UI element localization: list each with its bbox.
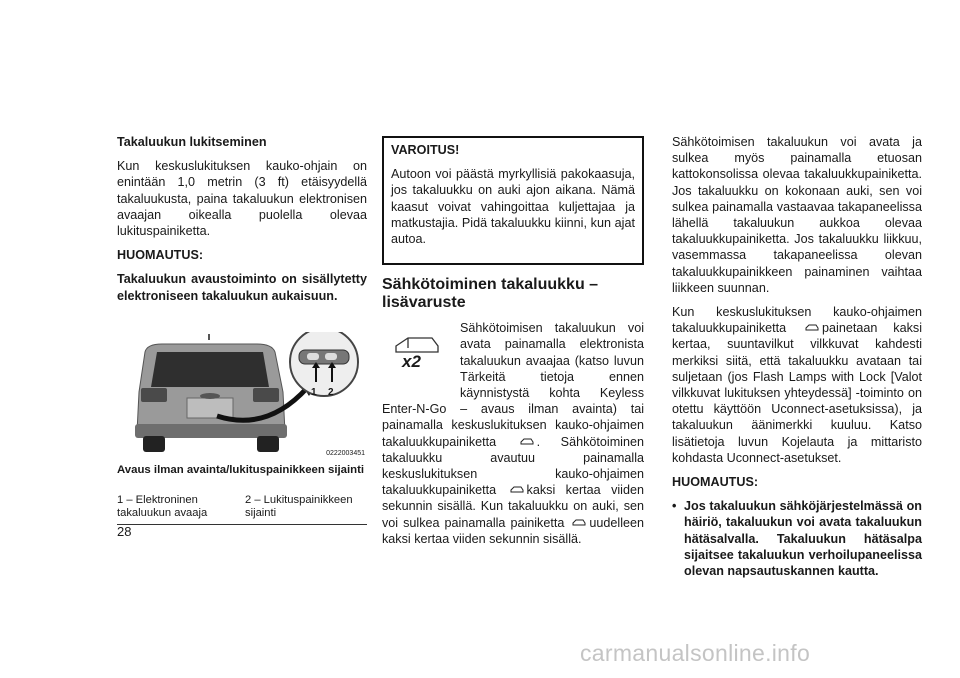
section-heading-tailgate-locking: Takaluukun lukitseminen <box>117 135 267 149</box>
note-label: HUOMAUTUS: <box>117 248 204 263</box>
paragraph-text-a: Sähkötoimisen takaluukun voi avata painamalla elektronista takaluukun avaajaa (katso luvun Tärkeitä tietoja ennen käynnistystä kohta Keyless Enter-N-Go – avaus ilman avainta) tai painamalla keskuslukituksen kauko-ohjaimen takaluukkupainiketta <box>382 321 644 449</box>
paragraph-double-press <box>672 304 922 466</box>
paragraph-text-c: kaksi kertaa viiden sekunnin sisällä. Kun takaluukku on auki, sen voi sulkea painamalla painiketta <box>382 483 644 530</box>
callout-2: 2 <box>328 386 334 398</box>
note-bullets <box>672 498 922 579</box>
paragraph-text-d: uudelleen kaksi kertaa viiden sekunnin sisällä. <box>382 515 644 546</box>
left-column <box>117 134 367 525</box>
paragraph-text-a: Kun keskuslukituksen kauko-ohjaimen takaluukkupainiketta <box>672 305 922 336</box>
paragraph-locking: Kun keskuslukituksen kauko-ohjain on enintään 1,0 metrin (3 ft) etäisyydellä takaluukusta, paina takaluukun elektronisen avaajan oikealla puolella olevaa lukituspainiketta. <box>117 159 367 239</box>
middle-column <box>382 134 644 555</box>
callout-1: 1 <box>311 386 317 398</box>
warning-box <box>382 136 644 265</box>
liftgate-icon <box>519 436 535 447</box>
page-number: 28 <box>117 524 132 539</box>
figure-code: 0222003451 <box>326 449 365 457</box>
liftgate-icon <box>804 322 820 333</box>
bullet-symbol: • <box>672 499 677 514</box>
warning-text: Autoon voi päästä myrkyllisiä pakokaasuja, jos takaluukku on auki ajon aikana. Nämä kaasut voivat vahingoittaa kuljettajaa ja matkustajia. Pidä takaluukku kiinni, kun ajat autoa. <box>391 167 635 247</box>
press-twice-graphic <box>382 324 450 390</box>
note-label: HUOMAUTUS: <box>672 475 759 490</box>
right-column <box>672 134 922 579</box>
section-heading-power-liftgate: Sähkötoiminen takaluukku – lisävaruste <box>382 276 599 312</box>
x2-label: x2 <box>402 352 421 372</box>
bullet-text: Jos takaluukun sähköjärjestelmässä on häiriö, takaluukun voi avata takaluukun hätäsalvalla. Takaluukun hätäsalpa sijaitsee takaluukun verhoilupaneelissa olevan napsautuskannen kautta. <box>684 499 922 579</box>
liftgate-icon <box>571 517 587 528</box>
tailgate-figure <box>117 332 367 462</box>
figure-legend <box>117 494 367 525</box>
note-text: Takaluukun avaustoiminto on sisällytetty elektroniseen takaluukun aukaisuun. <box>117 272 367 303</box>
watermark: carmanualsonline.info <box>580 640 811 666</box>
paragraph-text-b: painetaan kaksi kertaa, suuntavilkut vilkkuvat kahdesti merkiksi siitä, että takaluukku avataan tai suljetaan (jos Flash Lamps with Lock [Valot vilkkuvat lukituksen yhteydessä] -toiminto on otettu käyttöön Uconnect-asetuksissa), ja takaluukun äänimerkki kuuluu. Katso lisätietoja luvun Kojelauta ja mittaristo kohdasta Uconnect-asetukset. <box>672 321 922 465</box>
liftgate-icon <box>509 484 525 495</box>
legend-item-2: 2 – Lukituspainikkeen sijainti <box>245 494 353 519</box>
warning-title: VAROITUS! <box>391 143 460 157</box>
legend-item-1: 1 – Elektroninen takaluukun avaaja <box>117 494 208 519</box>
figure-caption: Avaus ilman avainta/lukituspainikkeen sijainti <box>117 463 365 476</box>
note-bullet <box>672 498 922 579</box>
paragraph-overhead-console: Sähkötoimisen takaluukun voi avata ja sulkea myös painamalla etuosan kattokonsolissa olevaa takaluukkupainiketta. Jos takaluukku on kokonaan auki, sen voi sulkea painamalla vastaavaa takapaneelissa lähellä takaluukun aukkoa olevaa takaluukkupainiketta. Jos takaluukku liikkuu, vasemmassa takapaneelissa olevan takaluukkupainikkeen painaminen vaihtaa liikkeen suunnan. <box>672 135 922 295</box>
paragraph-text-b: . Sähkötoiminen takaluukku avautuu painamalla keskuslukituksen kauko-ohjaimen takaluukkupainiketta <box>382 434 644 498</box>
